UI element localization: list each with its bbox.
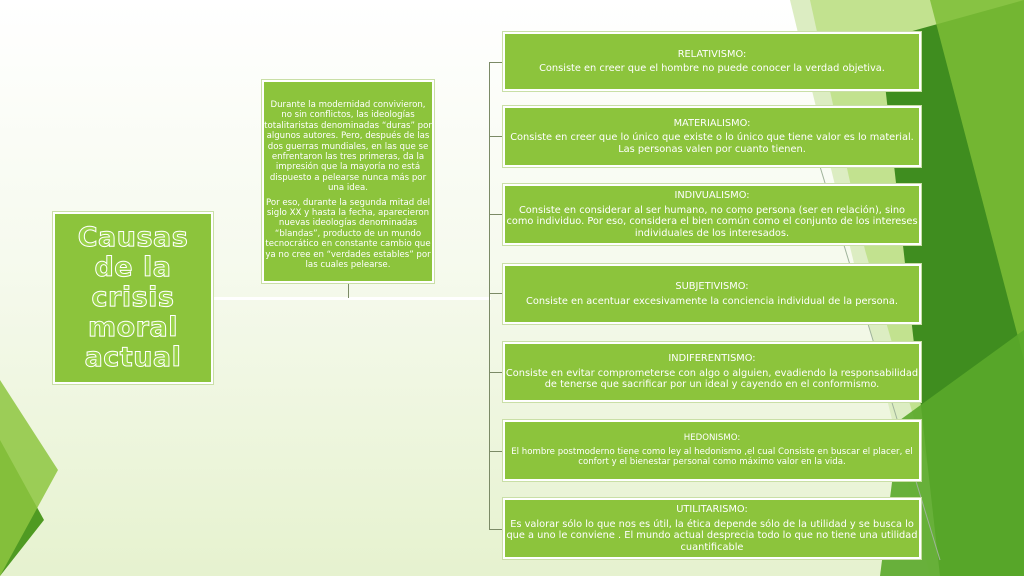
cause-description: Consiste en evitar comprometerse con algo o alguien, evadiendo la responsabilidad de tenerse que sacrificar por un ideal y cayendo en el conformismo. xyxy=(505,367,919,391)
connector-bracket-vertical xyxy=(489,62,490,530)
connector-intro-stem xyxy=(348,283,349,298)
cause-heading: RELATIVISMO: xyxy=(677,48,747,60)
main-topic-box xyxy=(53,212,213,384)
connector-branch-2 xyxy=(489,136,503,137)
cause-box-materialismo xyxy=(503,106,921,167)
intro-paragraph-2: Por eso, durante la segunda mitad del siglo XX y hasta la fecha, aparecieron nuevas ideologías denominadas “blandas”, producto de un mundo tecnocrático en constante cambio que ya no cree en “verdades estables” por las cuales pelearse. xyxy=(265,197,431,271)
cause-box-hedonismo xyxy=(503,420,921,481)
intro-box xyxy=(262,80,434,283)
connector-branch-6 xyxy=(489,451,503,452)
connector-title-to-bracket xyxy=(213,297,491,300)
cause-heading: INDIVUALISMO: xyxy=(674,190,750,201)
cause-heading: HEDONISMO: xyxy=(683,433,741,444)
cause-description: Consiste en creer que lo único que existe o lo único que tiene valor es lo material. Las personas valen por cuanto tienen. xyxy=(510,132,914,155)
cause-heading: UTILITARISMO: xyxy=(676,504,748,515)
cause-box-indivualismo xyxy=(503,184,921,245)
cause-box-subjetivismo xyxy=(503,264,921,324)
cause-heading: SUBJETIVISMO: xyxy=(675,281,749,292)
cause-description: Consiste en acentuar excesivamente la conciencia individual de la persona. xyxy=(526,295,898,307)
cause-heading: INDIFERENTISMO: xyxy=(668,353,756,365)
deco-left-light-green xyxy=(0,380,58,576)
cause-description: Consiste en considerar al ser humano, no como persona (ser en relación), sino como individuo. Por eso, considera el bien común como el conjunto de los intereses individuales de los interesados. xyxy=(506,204,918,239)
main-topic-title: Causas de la crisis moral actual xyxy=(77,222,189,373)
cause-heading: MATERIALISMO: xyxy=(673,117,751,129)
cause-description: El hombre postmoderno tiene como ley al hedonismo ,el cual Consiste en buscar el placer, el confort y el bienestar personal como máximo valor en la vida. xyxy=(511,446,913,468)
connector-branch-7 xyxy=(489,529,503,530)
cause-box-indiferentismo xyxy=(503,342,921,402)
connector-branch-4 xyxy=(489,293,503,294)
connector-branch-3 xyxy=(489,214,503,215)
cause-box-relativismo xyxy=(503,32,921,91)
cause-description: Es valorar sólo lo que nos es útil, la ética depende sólo de la utilidad y se busca lo que a uno le conviene . El mundo actual desprecia todo lo que no tiene una utilidad cuantificable xyxy=(506,518,918,553)
connector-branch-5 xyxy=(489,372,503,373)
connector-branch-1 xyxy=(489,62,503,63)
cause-box-utilitarismo xyxy=(503,498,921,559)
intro-paragraph-1: Durante la modernidad convivieron, no sin conflictos, las ideologías totalitaristas denominadas “duras” por algunos autores. Pero, después de las dos guerras mundiales, en las que se enfrentaron las tres primeras, da la impresión que la mayoría no está dispuesto a pelearse nunca más por una idea. xyxy=(264,100,432,194)
cause-description: Consiste en creer que el hombre no puede conocer la verdad objetiva. xyxy=(539,63,885,74)
